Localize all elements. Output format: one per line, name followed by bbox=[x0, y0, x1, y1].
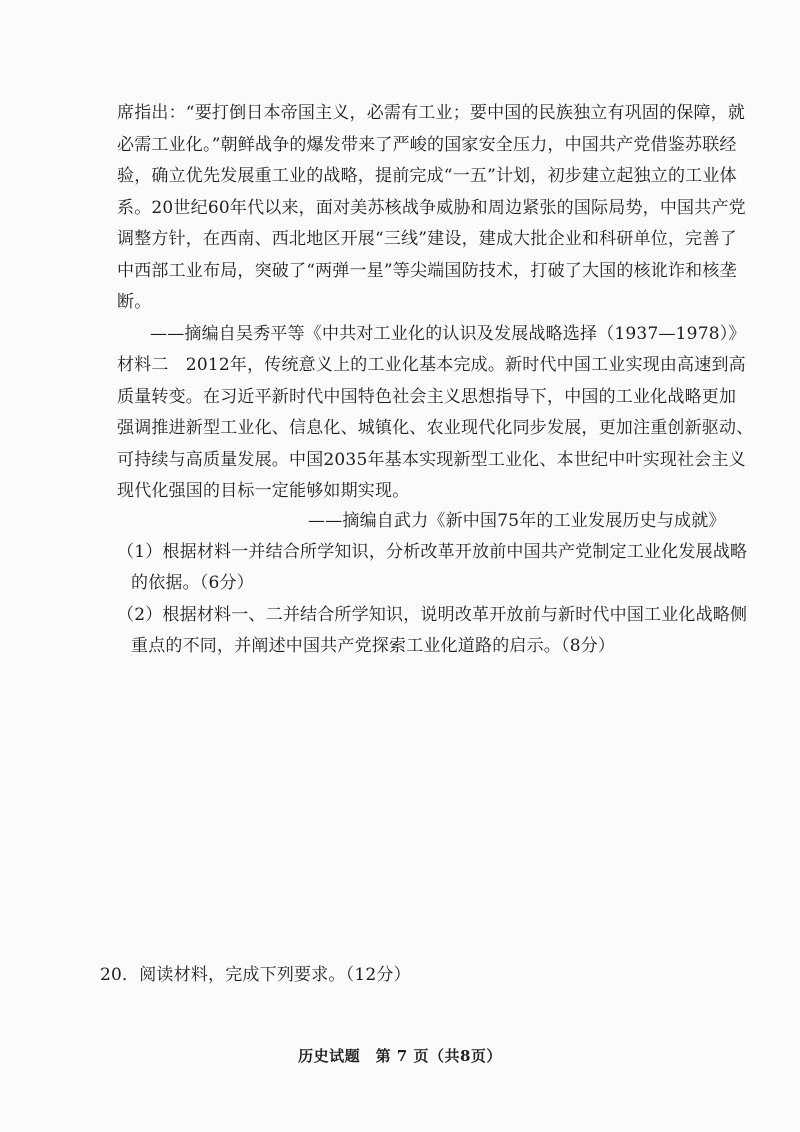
text-line: 系。20世纪60年代以来，面对美苏核战争威胁和周边紧张的国际局势，中国共产党 bbox=[117, 198, 746, 218]
text-line: 中西部工业布局，突破了“两弹一星”等尖端国防技术，打破了大国的核讹诈和核垄 bbox=[117, 261, 737, 281]
material-two-source: ——摘编自武力《新中国75年的工业发展历史与成就》 bbox=[308, 511, 726, 531]
text-line: 必需工业化。”朝鲜战争的爆发带来了严峻的国家安全压力，中国共产党借鉴苏联经 bbox=[117, 135, 737, 155]
text-line: 材料二 2012年，传统意义上的工业化基本完成。新时代中国工业实现由高速到高 bbox=[117, 355, 746, 375]
question-line: （2）根据材料一、二并结合所学知识，说明改革开放前与新时代中国工业化战略侧 bbox=[117, 605, 748, 625]
question-line: 的依据。（6分） bbox=[131, 573, 254, 593]
text-line: 强调推进新型工业化、信息化、城镇化、农业现代化同步发展，更加注重创新驱动、 bbox=[117, 418, 754, 438]
text-line: 调整方针，在西南、西北地区开展“三线”建设，建成大批企业和科研单位，完善了 bbox=[117, 229, 737, 249]
question-line: 重点的不同，并阐述中国共产党探索工业化道路的启示。（8分） bbox=[131, 636, 616, 656]
text-line: 席指出：“要打倒日本帝国主义，必需有工业；要中国的民族独立有巩固的保障，就 bbox=[117, 103, 746, 123]
question-line: （1）根据材料一并结合所学知识，分析改革开放前中国共产党制定工业化发展战略 bbox=[117, 542, 748, 562]
material-one-source: ——摘编自吴秀平等《中共对工业化的认识及发展战略选择（1937—1978）》 bbox=[150, 324, 746, 344]
page-footer: 历史试题 第 7 页（共8页） bbox=[298, 1047, 502, 1065]
text-line: 断。 bbox=[117, 292, 152, 312]
question-twenty-heading: 20．阅读材料，完成下列要求。（12分） bbox=[100, 965, 411, 985]
text-line: 验，确立优先发展重工业的战略，提前完成“一五”计划，初步建立起独立的工业体 bbox=[117, 166, 737, 186]
text-line: 质量转变。在习近平新时代中国特色社会主义思想指导下，中国的工业化战略更加 bbox=[117, 387, 737, 407]
text-line: 现代化强国的目标一定能够如期实现。 bbox=[117, 481, 410, 501]
text-line: 可持续与高质量发展。中国2035年基本实现新型工业化、本世纪中叶实现社会主义 bbox=[117, 450, 746, 470]
